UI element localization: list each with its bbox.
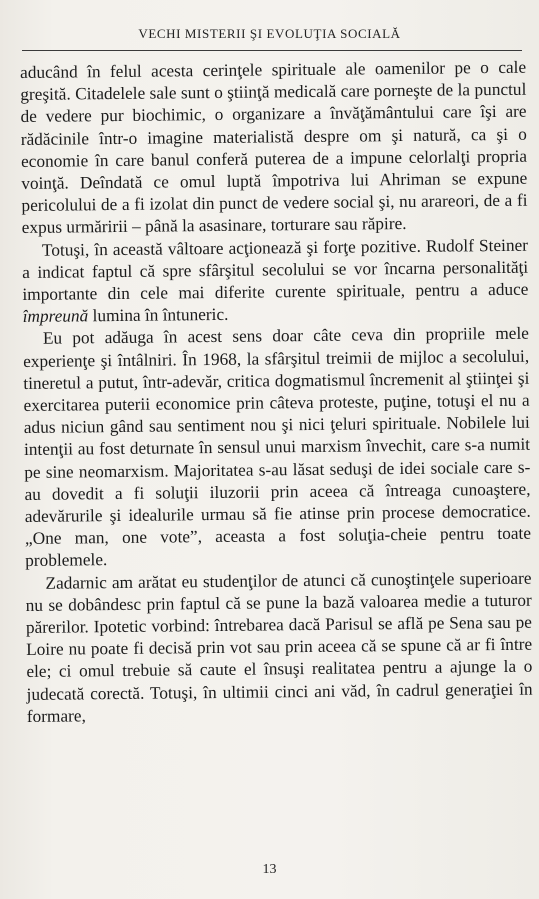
paragraph-2-after: lumina în întuneric. [88, 305, 229, 326]
paragraph-3: Eu pot adăuga în acest sens doar câte ceva din propriile mele experienţe şi întâlniri. În 1968, la sfârşitul treimii de mijloc a secolului, tineretul a putut, într-adevăr, critica dogmatismul încremenit al ştiinţei şi exercitarea puterii economice prin câteva proteste, puţine, totuşi el nu a adus niciun gând sau sentiment nou şi nici ţeluri spirituale. Nobilele lui intenţii au fost deturnate în sensul unui marxism învechit, care s-a numit pe sine neomarxism. Majoritatea s-au lăsat seduşi de idei sociale care s-au dovedit a fi soluţii iluzorii prin aceea că întreaga cunoaştere, adevărurile şi idealurile urmau să fie atinse prin procese democratice. „One man, one vote”, aceasta a fost soluţia-cheie pentru toate problemele. [23, 324, 532, 571]
paragraph-4: Zadarnic am arătat eu studenţilor de atunci că cunoştinţele superioare nu se dobândesc prin faptul că se pune la bază valoarea medie a tuturor părerilor. Ipotetic vorbind: întrebarea dacă Parisul se află pe Sena sau pe Loire nu poate fi decisă prin vot sau prin aceea că se spune că ar fi între ele; ci omul trebuie să caute el însuşi realitatea pentru a ajunge la o judecată corectă. Totuşi, în ultimii cinci ani văd, în cadrul generaţiei în formare, [25, 568, 533, 726]
paragraph-2 [22, 234, 529, 328]
body-text [20, 57, 533, 728]
running-header: VECHI MISTERII ŞI EVOLUŢIA SOCIALĂ [138, 26, 401, 41]
paragraph-2-emphasis: împreună [22, 306, 89, 327]
header-rule [22, 50, 522, 51]
paragraph-2-before: Totuşi, în această vâltoare acţionează şi forţe pozitive. Rudolf Steiner a indicat faptul că spre sfârşitul secolului se vor încarna personalităţi importante din cele mai diferite curente spirituale, pentru a aduce [22, 235, 529, 305]
paragraph-1: aducând în felul acesta cerinţele spirituale ale oamenilor pe o cale greşită. Citadelele sale sunt o ştiinţă medicală care porneşte de la punctul de vedere pur biochimic, o organizare a învăţământului care îşi are rădăcinile într-o imagine materialistă despre om şi natură, ca şi o economie în care banul conferă puterea de a impune celorlalţi propria voinţă. Deîndată ce omul luptă împotriva lui Ahriman se expune pericolului de a fi izolat din punct de vedere social şi, nu arareori, de a fi expus urmăririi – până la asasinare, torturare sau răpire. [20, 57, 528, 238]
page-number: 13 [262, 862, 277, 877]
